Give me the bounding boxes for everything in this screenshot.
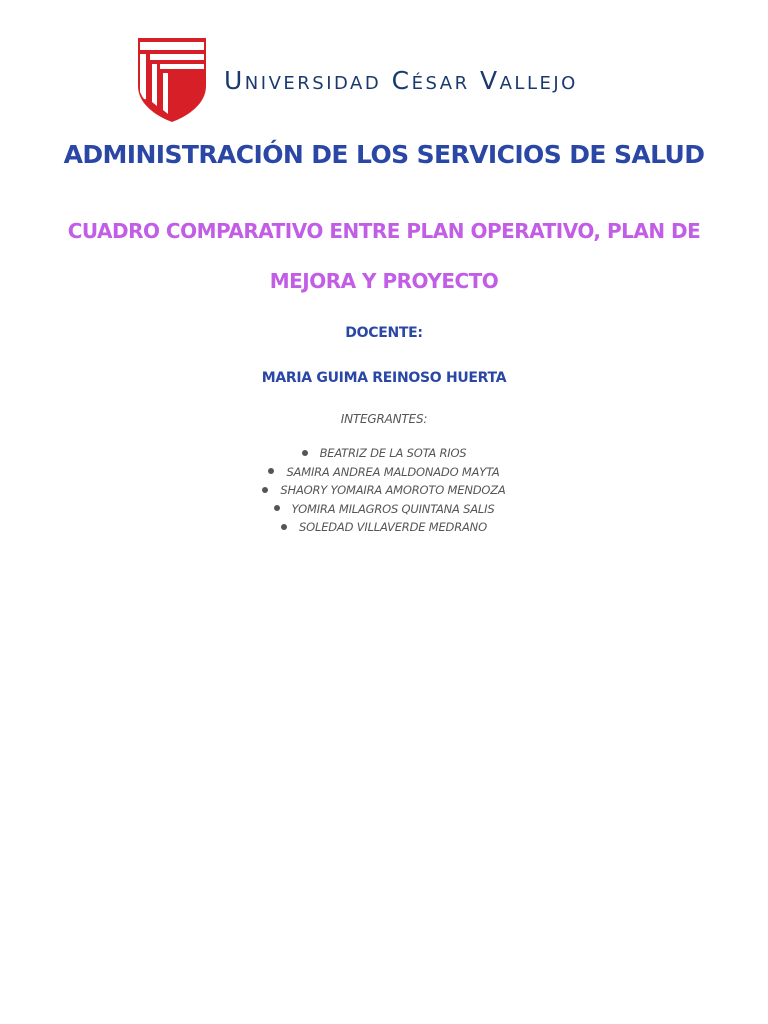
university-name: Universidad César Vallejo: [224, 66, 578, 95]
member-name: SOLEDAD VILLAVERDE MEDRANO: [299, 520, 487, 534]
list-item: [0, 518, 768, 537]
list-item: [0, 444, 768, 463]
list-item: [0, 481, 768, 500]
list-item: [0, 463, 768, 482]
docente-label: DOCENTE:: [345, 325, 423, 341]
docente-name: MARIA GUIMA REINOSO HUERTA: [261, 370, 507, 386]
document-subtitle: CUADRO COMPARATIVO ENTRE PLAN OPERATIVO, PLAN DE MEJORA Y PROYECTO: [67, 219, 701, 293]
member-name: SAMIRA ANDREA MALDONADO MAYTA: [286, 464, 500, 479]
integrantes-list: [0, 444, 768, 537]
document-title: ADMINISTRACIÓN DE LOS SERVICIOS DE SALUD: [63, 140, 705, 169]
integrantes-label: INTEGRANTES:: [340, 412, 428, 426]
list-item: [0, 500, 768, 519]
member-name: SHAORY YOMAIRA AMOROTO MENDOZA: [280, 483, 506, 497]
bullet-icon: [262, 487, 268, 493]
bullet-icon: [302, 450, 308, 456]
bullet-icon: [268, 468, 274, 474]
bullet-icon: [274, 505, 280, 511]
member-name: BEATRIZ DE LA SOTA RIOS: [319, 446, 467, 460]
ucv-shield-icon: [138, 38, 208, 122]
university-header: [138, 38, 638, 124]
member-name: YOMIRA MILAGROS QUINTANA SALIS: [291, 501, 495, 516]
bullet-icon: [281, 524, 287, 530]
